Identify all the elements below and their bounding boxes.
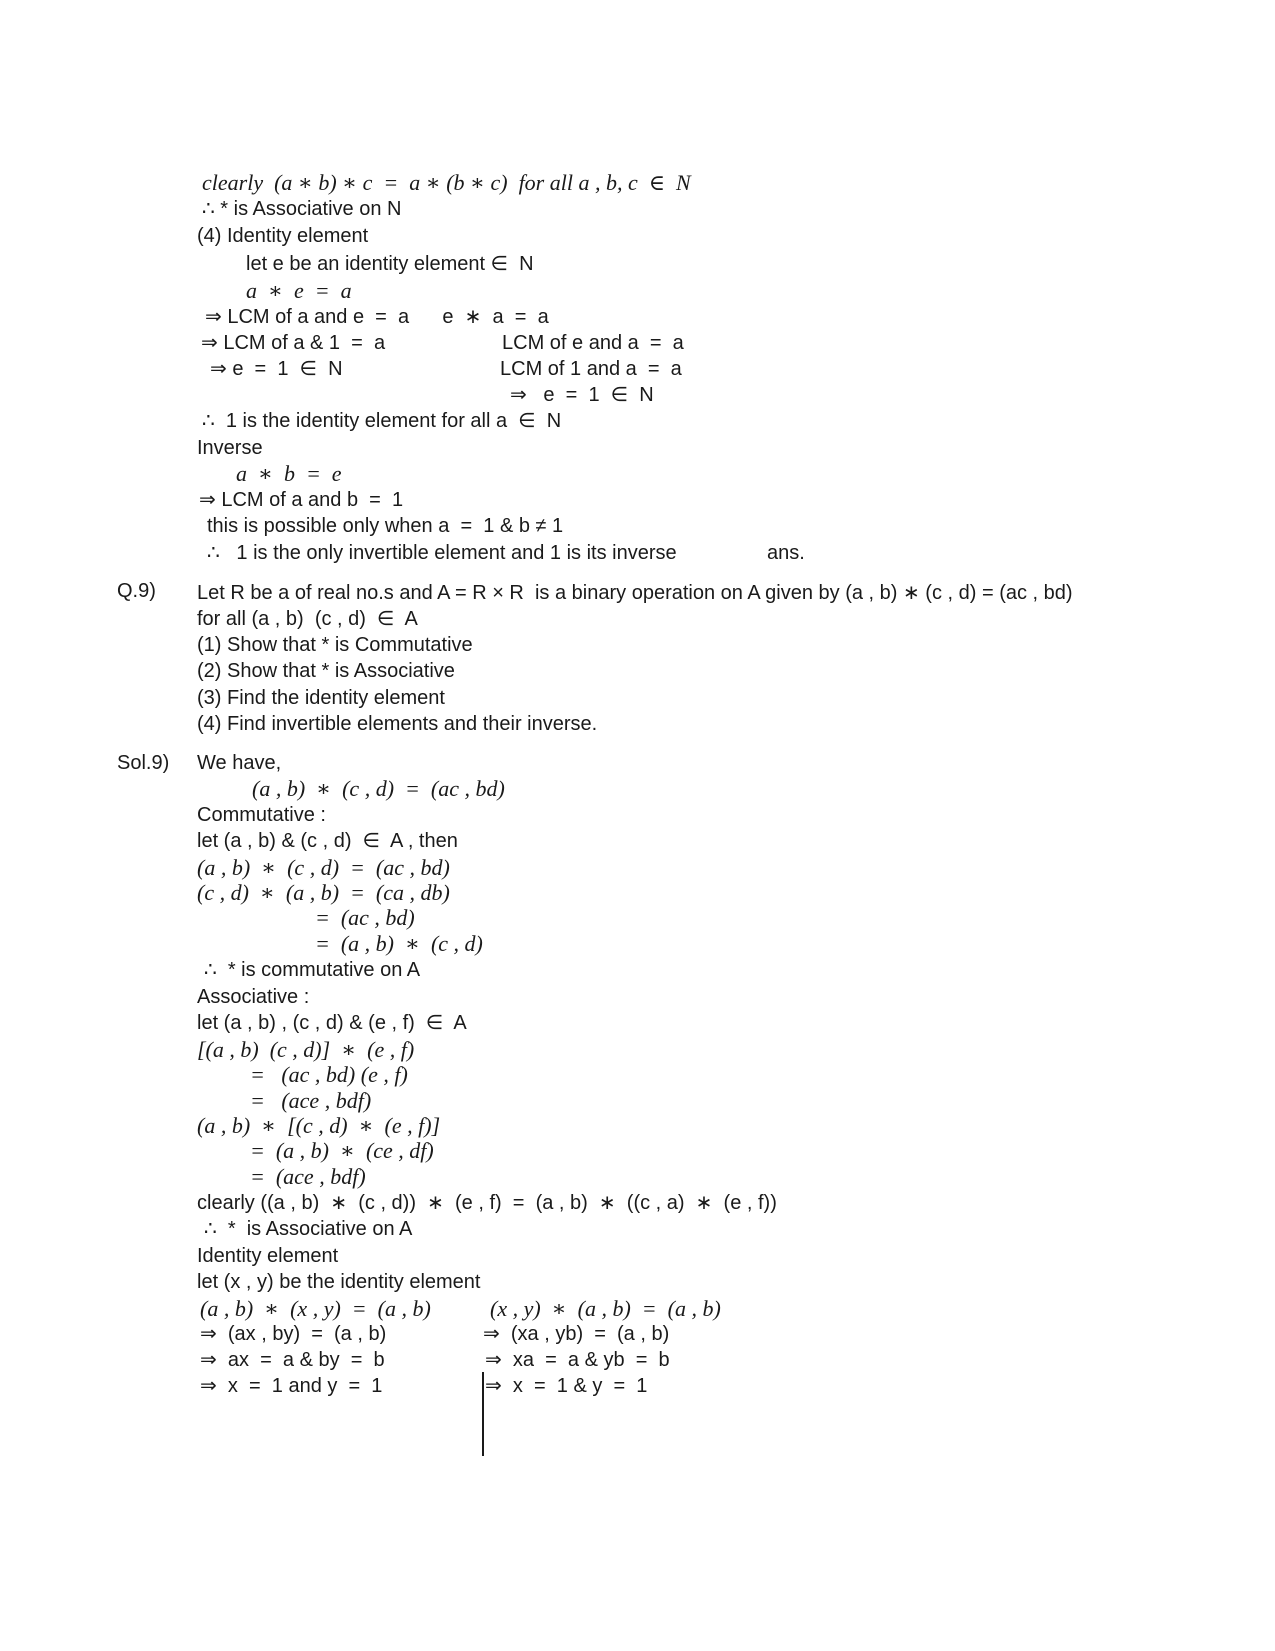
- text-line: We have,: [197, 752, 282, 774]
- math-line: LCM of e and a = a: [502, 332, 684, 354]
- text-line: ∴ 1 is the only invertible element and 1 is its inverse: [207, 542, 677, 564]
- math-line: = (ace , bdf): [250, 1088, 372, 1113]
- question-part: (2) Show that * is Associative: [197, 660, 455, 682]
- math-line: ⇒ ax = a & by = b: [200, 1349, 385, 1371]
- math-line: = (a , b) ∗ (c , d): [315, 931, 483, 956]
- section-heading: Commutative :: [197, 804, 326, 826]
- math-line: a ∗ b = e: [236, 461, 342, 486]
- text-line: let e be an identity element ∈ N: [246, 253, 534, 275]
- math-line: ⇒ LCM of a and b = 1: [199, 489, 404, 511]
- question-label: Q.9): [117, 580, 156, 602]
- math-line: (a , b) ∗ (c , d) = (ac , bd): [197, 855, 450, 880]
- math-line: ⇒ (ax , by) = (a , b): [200, 1323, 387, 1345]
- math-line: [(a , b) (c , d)] ∗ (e , f): [197, 1037, 415, 1062]
- text-line: let (a , b) , (c , d) & (e , f) ∈ A: [197, 1012, 467, 1034]
- math-line: (a , b) ∗ (c , d) = (ac , bd): [252, 776, 505, 801]
- math-line: ⇒ e = 1 ∈ N: [210, 358, 343, 380]
- math-line: (a , b) ∗ [(c , d) ∗ (e , f)]: [197, 1113, 441, 1138]
- math-line: ⇒ LCM of a & 1 = a: [201, 332, 386, 354]
- text-line: ∴ * is Associative on A: [204, 1218, 413, 1240]
- section-heading: Associative :: [197, 986, 310, 1008]
- math-line: ⇒ (xa , yb) = (a , b): [483, 1323, 670, 1345]
- answer-mark: ans.: [767, 542, 805, 564]
- section-heading: Identity element: [197, 1245, 339, 1267]
- text-line: let (a , b) & (c , d) ∈ A , then: [197, 830, 458, 852]
- question-part: (4) Find invertible elements and their inverse.: [197, 713, 598, 735]
- math-line: (x , y) ∗ (a , b) = (a , b): [490, 1296, 721, 1321]
- solution-label: Sol.9): [117, 752, 170, 774]
- math-line: = (ac , bd) (e , f): [250, 1062, 408, 1087]
- text-line: this is possible only when a = 1 & b ≠ 1: [207, 515, 564, 537]
- question-part: (3) Find the identity element: [197, 687, 445, 709]
- text-line: ∴ 1 is the identity element for all a ∈ N: [202, 410, 562, 432]
- math-line: (a , b) ∗ (x , y) = (a , b): [200, 1296, 431, 1321]
- math-line: = (ace , bdf): [250, 1164, 366, 1189]
- math-line: ⇒ e = 1 ∈ N: [510, 384, 654, 406]
- section-heading: Inverse: [197, 437, 263, 459]
- math-line: (c , d) ∗ (a , b) = (ca , db): [197, 880, 450, 905]
- text-line: clearly ((a , b) ∗ (c , d)) ∗ (e , f) = (a , b) ∗ ((c , a) ∗ (e , f)): [197, 1192, 777, 1214]
- text-line: ∴ * is Associative on N: [202, 198, 402, 220]
- math-line: LCM of 1 and a = a: [500, 358, 682, 380]
- section-heading: (4) Identity element: [197, 225, 369, 247]
- math-line: = (ac , bd): [315, 905, 415, 930]
- question-part: (1) Show that * is Commutative: [197, 634, 473, 656]
- text-line: let (x , y) be the identity element: [197, 1271, 481, 1293]
- math-line: ⇒ x = 1 and y = 1: [200, 1375, 383, 1397]
- math-line: = (a , b) ∗ (ce , df): [250, 1138, 434, 1163]
- math-line: a ∗ e = a: [246, 278, 352, 303]
- math-line: ⇒ x = 1 & y = 1: [485, 1375, 648, 1397]
- question-text: Let R be a of real no.s and A = R × R is a binary operation on A given by (a , b) ∗ (c , d) = (ac , bd): [197, 582, 1073, 604]
- math-line: ⇒ LCM of a and e = a e ∗ a = a: [205, 306, 549, 328]
- text-line: ∴ * is commutative on A: [204, 959, 421, 981]
- question-text: for all (a , b) (c , d) ∈ A: [197, 608, 418, 630]
- text-line: clearly (a ∗ b) ∗ c = a ∗ (b ∗ c) for all a , b, c ∈ N: [202, 170, 691, 195]
- column-divider: [482, 1372, 484, 1456]
- math-line: ⇒ xa = a & yb = b: [485, 1349, 670, 1371]
